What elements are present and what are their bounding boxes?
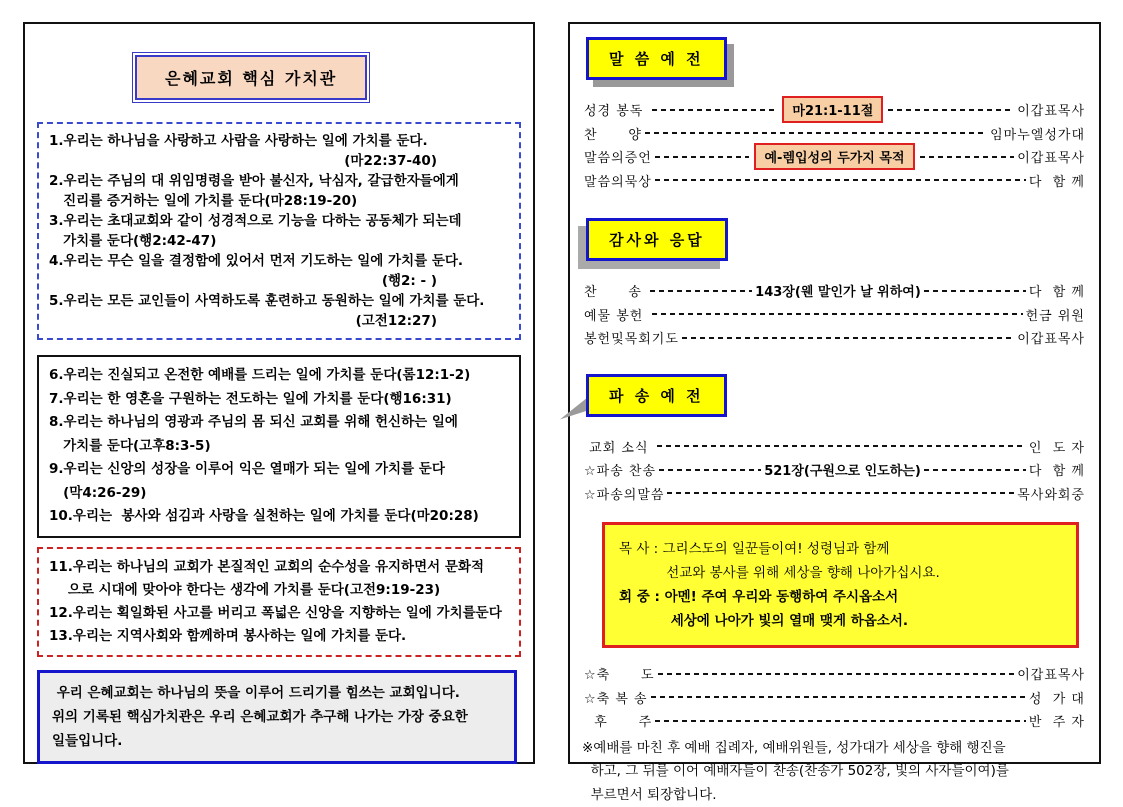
closing-list — [584, 662, 1085, 733]
program-name: 인 도 자 — [1029, 437, 1085, 456]
section-header-sending-label: 파 송 예 전 — [586, 374, 727, 417]
program-label: 말씀의묵상 — [584, 171, 652, 190]
text-line: 하고, 그 뒤를 이어 예배자들이 찬송(찬송가 502장, 빛의 사자들이여)를 — [582, 760, 1085, 784]
program-name: 임마누엘성가대 — [990, 124, 1085, 143]
program-name: 성 가 대 — [1029, 688, 1085, 707]
program-label: 성경 봉독 — [584, 100, 649, 119]
dash-line — [920, 156, 1015, 158]
program-row — [584, 122, 1085, 146]
program-name: 이갑표목사 — [1017, 100, 1085, 119]
program-row — [584, 326, 1085, 350]
text-line: 목 사 : 그리스도의 일꾼들이여! 성령님과 함께 — [619, 537, 1062, 561]
text-line: (막4:26-29) — [49, 482, 509, 506]
responsive-reading-box — [602, 522, 1079, 648]
text-line: 10.우리는 봉사와 섬김과 사랑을 실천하는 일에 가치를 둔다(마20:28) — [49, 505, 509, 529]
text-line: 7.우리는 한 영혼을 구원하는 전도하는 일에 가치를 둔다(행16:31) — [49, 388, 509, 412]
section-header-word-label: 말 씀 예 전 — [586, 37, 727, 80]
program-label: ☆축 도 — [584, 664, 655, 683]
program-row — [584, 662, 1085, 686]
text-line: 4.우리는 무슨 일을 결정함에 있어서 먼저 기도하는 일에 가치를 둔다. — [49, 251, 509, 271]
word-liturgy-list — [584, 98, 1085, 192]
program-label: 예물 봉헌 — [584, 305, 649, 324]
dash-line — [652, 313, 1023, 315]
text-line: 세상에 나아가 빛의 열매 맺게 하옵소서. — [619, 609, 1062, 633]
text-line: 으로 시대에 맞아야 한다는 생각에 가치를 둔다(고전9:19-23) — [49, 579, 509, 602]
program-name: 이갑표목사 — [1017, 328, 1085, 347]
text-line: 1.우리는 하나님을 사랑하고 사람을 사랑하는 일에 가치를 둔다. — [49, 131, 509, 151]
dash-line — [657, 445, 1026, 447]
program-row — [584, 98, 1085, 122]
program-name: 다 함 께 — [1029, 171, 1085, 190]
text-line: 일들입니다. — [52, 729, 502, 753]
program-row — [584, 279, 1085, 303]
text-line: 12.우리는 획일화된 사고를 버리고 폭넓은 신앙을 지향하는 일에 가치를둔다 — [49, 602, 509, 625]
dash-line — [645, 132, 987, 134]
dash-line — [655, 156, 750, 158]
program-row — [584, 458, 1085, 482]
text-line: 선교와 봉사를 위해 세상을 향해 나아가십시요. — [619, 561, 1062, 585]
program-value: 521장(구원으로 인도하는) — [764, 460, 921, 479]
section-header-word — [586, 37, 727, 80]
text-line: 진리를 증거하는 일에 가치를 둔다(마28:19-20) — [49, 191, 509, 211]
dash-line — [682, 337, 1014, 339]
program-name: 이갑표목사 — [1017, 664, 1085, 683]
program-value: 예-렘입성의 두가지 목적 — [754, 143, 914, 170]
program-name: 목사와회중 — [1017, 484, 1085, 503]
text-line: 2.우리는 주님의 대 위임명령을 받아 불신자, 낙심자, 갈급한자들에게 — [49, 171, 509, 191]
dash-line — [658, 673, 1015, 675]
text-line: (행2: - ) — [49, 271, 509, 291]
text-line: 5.우리는 모든 교인들이 사역하도록 훈련하고 동원하는 일에 가치를 둔다. — [49, 291, 509, 311]
section-header-sending — [586, 374, 727, 417]
dash-line — [655, 720, 1026, 722]
bulletin-right-page — [568, 22, 1101, 764]
program-row — [584, 435, 1085, 459]
program-label: 후 주 — [584, 711, 652, 730]
text-line: 11.우리는 하나님의 교회가 본질적인 교회의 순수성을 유지하면서 문화적 — [49, 556, 509, 579]
text-line: 3.우리는 초대교회와 같이 성경적으로 기능을 다하는 공동체가 되는데 — [49, 211, 509, 231]
text-line: 8.우리는 하나님의 영광과 주님의 몸 되신 교회를 위해 헌신하는 일에 — [49, 411, 509, 435]
sending-liturgy-list — [584, 435, 1085, 506]
program-row — [584, 482, 1085, 506]
program-row — [584, 145, 1085, 169]
dash-line — [650, 290, 752, 292]
core-values-box-2 — [37, 355, 521, 538]
program-row — [584, 169, 1085, 193]
core-values-box-1 — [37, 122, 521, 340]
text-line: 부르면서 퇴장합니다. — [582, 784, 1085, 807]
thanks-response-list — [584, 279, 1085, 350]
program-row — [584, 709, 1085, 733]
text-line: 9.우리는 신앙의 성장을 이루어 익은 열매가 되는 일에 가치를 둔다 — [49, 458, 509, 482]
program-name: 다 함 께 — [1029, 281, 1085, 300]
text-line: 위의 기록된 핵심가치관은 우리 은혜교회가 추구해 나가는 가장 중요한 — [52, 705, 502, 729]
text-line: 가치를 둔다(행2:42-47) — [49, 231, 509, 251]
program-label: 교회 소식 — [584, 437, 654, 456]
dash-line — [924, 469, 1026, 471]
dash-line — [659, 469, 761, 471]
program-label: ☆축 복 송 — [584, 688, 648, 707]
dash-line — [655, 179, 1026, 181]
program-value: 마21:1-11절 — [782, 96, 883, 123]
program-value: 143장(웬 말인가 날 위하여) — [755, 281, 921, 300]
bulletin-left-page — [23, 22, 535, 764]
section-header-thanks-label: 감사와 응답 — [586, 218, 728, 261]
program-label: 찬 송 — [584, 281, 647, 300]
text-line: 회 중 : 아멘! 주여 우리와 동행하여 주시옵소서 — [619, 585, 1062, 609]
dash-line — [888, 109, 1014, 111]
dash-line — [652, 109, 778, 111]
text-line: (고전12:27) — [49, 311, 509, 331]
page-title: 은혜교회 핵심 가치관 — [135, 55, 367, 100]
program-name: 헌금 위원 — [1026, 305, 1085, 324]
dash-line — [924, 290, 1026, 292]
dash-line — [651, 696, 1026, 698]
program-row — [584, 303, 1085, 327]
program-row — [584, 686, 1085, 710]
text-line: 가치를 둔다(고후8:3-5) — [49, 435, 509, 459]
program-label: ☆파송 찬송 — [584, 460, 656, 479]
program-label: 찬 양 — [584, 124, 642, 143]
section-header-thanks — [586, 218, 728, 261]
program-name: 이갑표목사 — [1017, 147, 1085, 166]
summary-box — [37, 670, 517, 764]
text-line: 우리 은혜교회는 하나님의 뜻을 이루어 드리기를 힘쓰는 교회입니다. — [52, 681, 502, 705]
program-label: 봉헌및목회기도 — [584, 328, 679, 347]
text-line: 6.우리는 진실되고 온전한 예배를 드리는 일에 가치를 둔다(롬12:1-2) — [49, 364, 509, 388]
core-values-box-3 — [37, 547, 521, 657]
program-name: 다 함 께 — [1029, 460, 1085, 479]
program-name: 반 주 자 — [1029, 711, 1085, 730]
text-line: (마22:37-40) — [49, 151, 509, 171]
program-label: 말씀의증언 — [584, 147, 652, 166]
dash-line — [667, 492, 1014, 494]
program-label: ☆파송의말씀 — [584, 484, 664, 503]
text-line: 13.우리는 지역사회와 함께하며 봉사하는 일에 가치를 둔다. — [49, 625, 509, 648]
text-line: ※예배를 마친 후 예배 집례자, 예배위원들, 성가대가 세상을 향해 행진을 — [582, 737, 1085, 761]
footnote-text — [582, 737, 1085, 807]
